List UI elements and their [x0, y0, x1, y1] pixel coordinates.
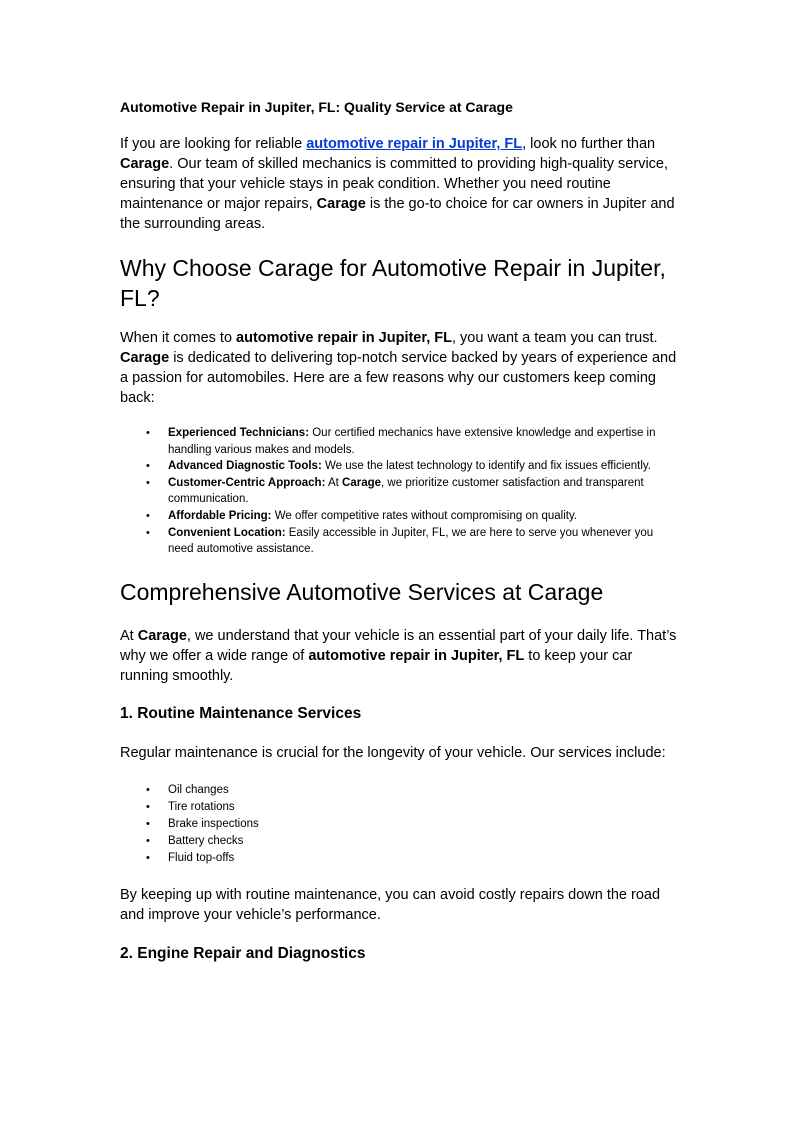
reason-label: Advanced Diagnostic Tools: [168, 460, 322, 473]
list-item [120, 475, 678, 508]
intro-text-1: If you are looking for reliable [120, 136, 307, 152]
automotive-repair-link[interactable]: automotive repair in Jupiter, FL [306, 136, 523, 152]
list-item [120, 525, 678, 558]
routine-heading: 1. Routine Maintenance Services [120, 705, 362, 722]
intro-text-2: , look no further than [522, 136, 656, 152]
list-item [120, 782, 678, 799]
reason-label: Experienced Technicians: [168, 427, 310, 439]
services-heading: Comprehensive Automotive Services at Carage [120, 579, 604, 605]
services-brand: Carage [137, 628, 187, 644]
routine-item: Tire rotations [168, 801, 235, 813]
bullet-icon: • [146, 526, 150, 539]
bullet-icon: • [146, 835, 150, 847]
reason-text: At [325, 476, 343, 489]
bullet-icon: • [146, 852, 150, 864]
why-text-3: is dedicated to delivering top-notch service backed by years of experience and a passion for automobiles. Here are a few reasons why our customers keep coming back: [120, 350, 677, 406]
services-bold: automotive repair in Jupiter, FL [308, 648, 525, 664]
bullet-icon: • [146, 509, 150, 522]
reason-brand: Carage [342, 476, 382, 489]
routine-item: Oil changes [168, 784, 229, 796]
routine-intro: Regular maintenance is crucial for the longevity of your vehicle. Our services include: [120, 745, 666, 761]
bullet-icon: • [146, 784, 150, 796]
intro-paragraph [120, 134, 680, 234]
intro-brand-1: Carage [120, 156, 170, 172]
reason-text: Easily accessible in Jupiter, FL, we are here to serve you whenever you need automotive assistance. [168, 526, 654, 556]
routine-outro: By keeping up with routine maintenance, you can avoid costly repairs down the road and improve your vehicle’s performance. [120, 887, 661, 923]
why-choose-heading: Why Choose Carage for Automotive Repair in Jupiter, FL? [120, 255, 666, 311]
bullet-icon: • [146, 818, 150, 830]
why-choose-paragraph [120, 328, 680, 408]
list-item [120, 458, 678, 475]
list-item [120, 850, 678, 867]
list-item [120, 833, 678, 850]
bullet-icon: • [146, 427, 150, 439]
list-item [120, 425, 678, 458]
routine-item: Brake inspections [168, 818, 259, 830]
services-text-1: At [120, 628, 138, 644]
reason-text: Our certified mechanics have extensive knowledge and expertise in handling various makes and models. [168, 427, 656, 456]
reason-label: Customer-Centric Approach: [168, 476, 326, 489]
reason-text: We use the latest technology to identify and fix issues efficiently. [321, 460, 651, 473]
why-bold-1: automotive repair in Jupiter, FL [236, 330, 452, 346]
reason-text: , we prioritize customer satisfaction and transparent communication. [168, 476, 644, 506]
reason-label: Affordable Pricing: [168, 509, 272, 522]
reasons-list [120, 425, 680, 558]
reason-text: We offer competitive rates without compromising on quality. [271, 509, 578, 522]
engine-heading: 2. Engine Repair and Diagnostics [120, 945, 366, 962]
intro-brand-2: Carage [316, 196, 366, 212]
list-item [120, 799, 678, 816]
routine-item: Fluid top-offs [168, 852, 235, 864]
list-item [120, 508, 678, 525]
routine-list [120, 782, 680, 867]
document-title: Automotive Repair in Jupiter, FL: Quality Service at Carage [120, 99, 513, 115]
services-text-2: , we understand that your vehicle is an essential part of your daily life. That’s why we offer a wide range of [120, 628, 677, 664]
reason-label: Convenient Location: [168, 526, 286, 539]
why-text-2: , you want a team you can trust. [451, 330, 658, 346]
intro-text-3: . Our team of skilled mechanics is committed to providing high-quality service, ensuring that your vehicle stays in peak condition. Whether you need routine maintenance or major repairs, [120, 156, 669, 212]
intro-text-4: is the go-to choice for car owners in Jupiter and the surrounding areas. [120, 196, 675, 232]
list-item [120, 816, 678, 833]
why-bold-2: Carage [120, 350, 170, 366]
why-text-1: When it comes to [120, 330, 237, 346]
routine-item: Battery checks [168, 835, 244, 847]
bullet-icon: • [146, 460, 150, 473]
bullet-icon: • [146, 801, 150, 813]
services-paragraph [120, 626, 680, 686]
bullet-icon: • [146, 476, 150, 489]
services-text-3: to keep your car running smoothly. [120, 648, 633, 684]
